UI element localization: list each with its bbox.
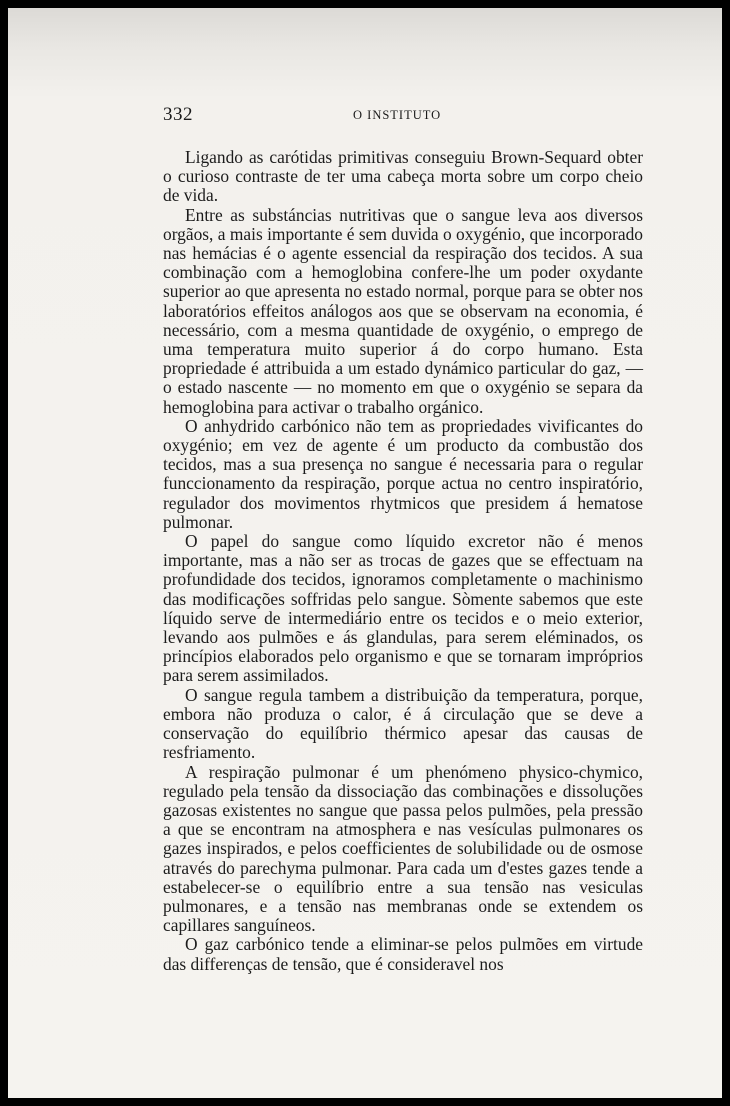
paragraph: A respiração pulmonar é um phenómeno physico-chymico, regulado pela tensão da dissociação das combinações e dissoluções gazosas existentes no sangue que passa pelos pulmões, pela pressão a que se encontram na atmosphera e nas vesículas pulmonares os gazes inspirados, e pelos coefficientes de solubilidade ou de osmose através do parechyma pulmonar. Para cada um d'estes gazes tende a estabelecer-se o equilíbrio entre a sua tensão nas vesiculas pulmonares, e a tensão nas membranas onde se extendem os capillares sanguíneos.	[163, 761, 643, 936]
book-page	[8, 8, 722, 1098]
body-text	[163, 148, 643, 974]
paragraph: O anhydrido carbónico não tem as propriedades vivificantes do oxygénio; em vez de agente é um producto da combustão dos tecidos, mas a sua presença no sangue é necessaria para o regular funccionamento da respiração, porque actua no centro inspiratório, regulador dos movimentos rhytmicos que presidem á hematose pulmonar.	[163, 415, 643, 532]
paragraph: O sangue regula tambem a distribuição da temperatura, porque, embora não produza o calor, é á circulação que se deve a conservação do equilíbrio thérmico apesar das causas de resfriamento.	[163, 684, 643, 763]
running-title: O INSTITUTO	[353, 108, 442, 122]
page-number: 332	[163, 104, 193, 125]
paragraph: O papel do sangue como líquido excretor não é menos importante, mas a não ser as trocas de gazes que se effectuam na profundidade dos tecidos, ignoramos completamente o machinismo das modificações soffridas pelo sangue. Sòmente sabemos que este líquido serve de intermediário entre os tecidos e o meio exterior, levando aos pulmões e ás glandulas, para serem eléminados, os princípios elaborados pelo organismo e que se tornaram impróprios para serem assimilados.	[163, 531, 643, 686]
paragraph: O gaz carbónico tende a eliminar-se pelos pulmões em virtude das differenças de tensão, que é consideravel nos	[163, 934, 643, 974]
paragraph: Entre as substáncias nutritivas que o sangue leva aos diversos orgãos, a mais importante é sem duvida o oxygénio, que incorporado nas hemácias é o agente essencial da respiração dos tecidos. A sua combinação com a hemoglobina confere-lhe um poder oxydante superior ao que apresenta no estado normal, porque para se obter nos laboratórios effeitos análogos aos que se observam na economia, é necessário, com a mesma quantidade de oxygénio, o emprego de uma temperatura muito superior á do corpo humano. Esta propriedade é attribuida a um estado dynámico particular do gaz, — o estado nascente — no momento em que o oxygénio se separa da hemoglobina para activar o trabalho orgánico.	[163, 204, 644, 417]
page-header	[163, 104, 643, 126]
paragraph: Ligando as carótidas primitivas conseguiu Brown-Sequard obter o curioso contraste de ter uma cabeça morta sobre um corpo cheio de vida.	[163, 147, 643, 206]
